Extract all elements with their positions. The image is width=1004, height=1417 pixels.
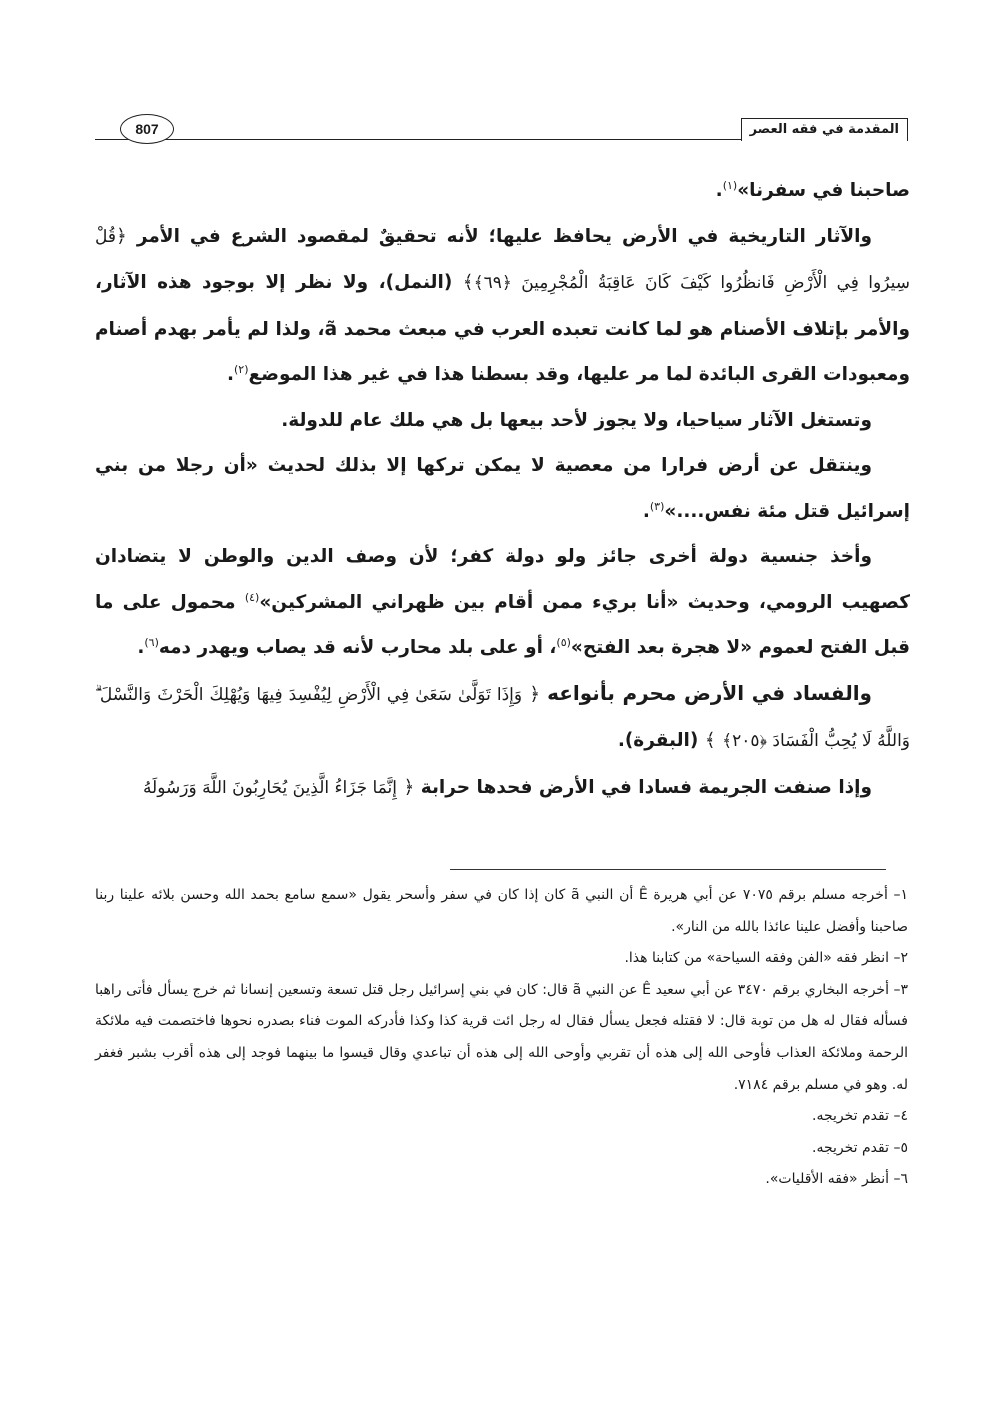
page-number: 807 — [120, 114, 174, 144]
footnote-2: ٢– انظر فقه «الفن وفقه السياحة» من كتابنا هذا. — [624, 950, 908, 967]
quran-verse-maida: إِنَّمَا جَزَاءُ الَّذِينَ يُحَارِبُونَ اللَّهَ وَرَسُولَهُ — [142, 777, 397, 798]
quran-bracket-open: ﴿ — [403, 776, 415, 798]
page-header — [95, 118, 908, 142]
text-span: وينتقل عن أرض فرارا من معصية لا يمكن تركها إلا بذلك لحديث «أن رجلا من بني إسرائيل قتل مئة نفس....» — [95, 455, 910, 522]
paragraph-antiquities — [95, 214, 910, 398]
bold-heading: والفساد في الأرض محرم بأنواعه — [547, 680, 872, 705]
text-span: وأخذ جنسية دولة أخرى جائز ولو دولة كفر؛ لأن وصف الدين والوطن لا يتضادان كصهيب الرومي، وحديث «أنا بريء ممن أقام بين ظهراني المشركين» — [95, 546, 910, 613]
text-span: صاحبنا في سفرنا» — [737, 180, 910, 201]
quran-verse-baqara: وَإِذَا تَوَلَّىٰ سَعَىٰ فِي الْأَرْضِ لِيُفْسِدَ فِيهَا وَيُهْلِكَ الْحَرْثَ وَالنَّسْلَ ۗ وَاللَّهُ لَا يُحِبُّ الْفَسَادَ ﴿٢٠٥﴾ — [95, 684, 910, 751]
text-span: عن النبي — [585, 981, 638, 998]
symbol: Ê — [642, 981, 652, 998]
footnote-4: ٤– تقدم تخريجه. — [812, 1108, 908, 1125]
text-span: قال: كان في بني إسرائيل رجل قتل تسعة وتسعين إنسانا ثم خرج يسأل فأتى راهبا فسأله فقال له هل من توبة قال: لا فقتله فجعل يسأل فقال له رجل ائت قرية كذا وكذا فأدركه الموت فناء بصدره نحوها فاختصمت فيه ملائكة الرحمة وملائكة العذاب فأوحى الله إلى هذه أن تقربي وأوحى الله إلى هذه أن تباعدي وقال قيسوا ما بينهما فوجد إلى هذه أقرب بشبر فغفر له. وهو في مسلم برقم ٧١٨٤. — [95, 981, 908, 1093]
footnote-ref-6: (٦) — [144, 635, 159, 649]
paragraph-tourism: وتستغل الآثار سياحيا، ولا يجوز لأحد بيعها بل هي ملك عام للدولة. — [281, 409, 872, 431]
text-span: محمول على ما قبل الفتح لعموم «لا هجرة بعد الفتح» — [95, 591, 910, 658]
footnote-1 — [95, 880, 908, 943]
text-span: والآثار التاريخية في الأرض يحافظ عليها؛ لأنه تحقيقٌ لمقصود الشرع في الأمر — [136, 225, 873, 247]
quran-bracket-open: ﴿ — [116, 225, 127, 247]
quran-bracket-close: ﴾ — [704, 730, 716, 751]
book-title: المقدمة في فقه العصر — [741, 118, 908, 141]
symbol: Ê — [638, 887, 648, 903]
quran-bracket-open: ﴿ — [529, 683, 541, 705]
footnote-ref-2: (٢) — [234, 362, 249, 376]
text-span: . — [137, 637, 145, 658]
footnote-5: ٥– تقدم تخريجه. — [812, 1139, 908, 1156]
text-span: (البقرة). — [617, 730, 699, 751]
symbol: ã — [572, 981, 582, 998]
footnotes — [95, 880, 908, 1196]
paragraph-migration — [95, 443, 910, 534]
text-span: . — [715, 180, 723, 201]
text-span: أن النبي — [585, 887, 634, 903]
text-span: (النمل)، ولا نظر إلا بوجود هذه الآثار، والأمر بإتلاف الأصنام هو لما كانت تعبده العرب في مبعث محمد — [95, 272, 910, 340]
text-span: ، ولذا لم يأمر بهدم أصنام ومعبودات القرى البائدة لما مر عليها، وقد بسطنا هذا في غير هذا الموضع — [95, 318, 910, 385]
quran-bracket-close: ﴾ — [462, 272, 474, 293]
footnote-3 — [95, 975, 908, 1101]
footnote-separator — [450, 869, 886, 870]
text-span: . — [226, 364, 234, 385]
paragraph-nationality — [95, 534, 910, 671]
footnote-ref-3: (٣) — [649, 499, 665, 513]
symbol: ã — [570, 887, 580, 903]
paragraph-corruption — [95, 671, 910, 765]
footnote-6: ٦– أنظر «فقه الأقليات». — [765, 1171, 908, 1188]
text-span: ، أو على بلد محارب لأنه قد يصاب ويهدر دمه — [158, 637, 557, 658]
text-span: وإذا صنفت الجريمة فسادا في الأرض فحدها حرابة — [420, 776, 872, 798]
paragraph-hiraba — [95, 765, 910, 812]
quran-verse-naml: قُلْ سِيرُوا فِي الْأَرْضِ فَانظُرُوا كَيْفَ كَانَ عَاقِبَةُ الْمُجْرِمِينَ ﴿٦٩﴾ — [95, 226, 910, 293]
main-text — [95, 168, 910, 811]
text-span: ١– أخرجه مسلم برقم ٧٠٧٥ عن أبي هريرة — [653, 887, 908, 903]
footnote-ref-1: (١) — [722, 178, 738, 192]
text-span: كان إذا كان في سفر وأسحر يقول «سمع سامع بحمد الله وحسن بلائه علينا ربنا صاحبنا وأفضل علينا عائذا بالله من النار». — [95, 887, 908, 935]
paragraph-0 — [95, 168, 910, 214]
text-span: ٣– أخرجه البخاري برقم ٣٤٧٠ عن أبي سعيد — [655, 981, 909, 998]
footnote-ref-5: (٥) — [556, 635, 571, 649]
text-span: . — [642, 500, 650, 522]
footnote-ref-4: (٤) — [244, 590, 260, 604]
honorific-symbol: ã — [324, 318, 338, 340]
